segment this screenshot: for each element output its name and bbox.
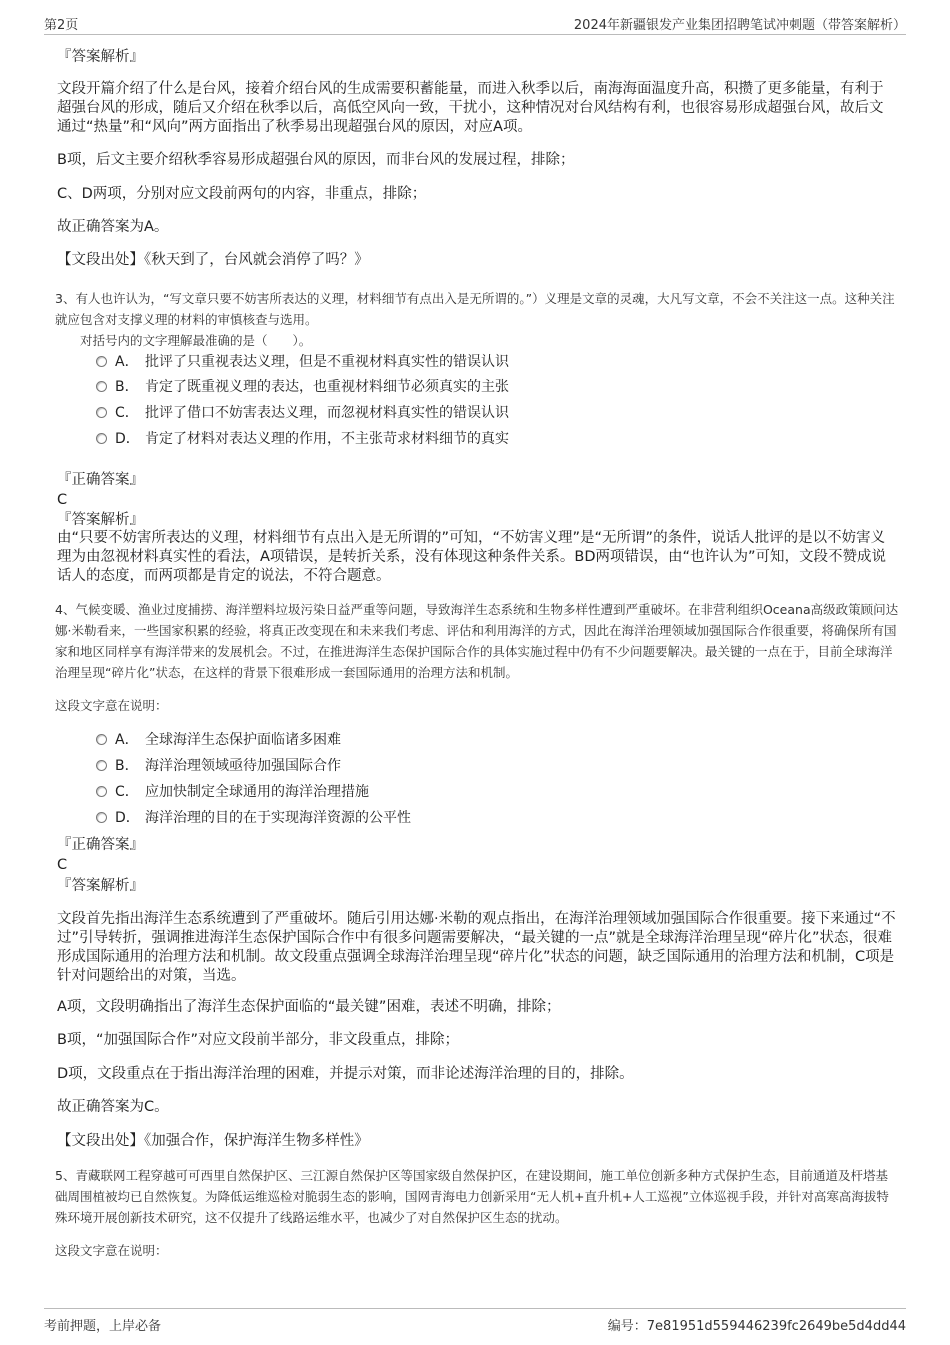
q4-analysis-p2: A项，文段明确指出了海洋生态保护面临的“最关键”困难，表述不明确，排除； xyxy=(57,999,561,1015)
document-title: 2024年新疆银发产业集团招聘笔试冲刺题（带答案解析） xyxy=(573,18,906,33)
q4-analysis-label: 『答案解析』 xyxy=(57,878,144,894)
q4-source: 【文段出处】《加强合作，保护海洋生物多样性》 xyxy=(57,1133,369,1149)
q4-answer: C xyxy=(57,857,68,873)
q4-prompt: 这段文字意在说明： xyxy=(55,698,168,713)
radio-icon[interactable] xyxy=(96,381,107,392)
footer-slogan: 考前押题，上岸必备 xyxy=(44,1319,162,1334)
radio-icon[interactable] xyxy=(96,356,107,367)
page-footer xyxy=(44,1308,906,1333)
radio-icon[interactable] xyxy=(96,812,107,823)
q3-option-c[interactable]: C． 批评了借口不妨害表达义理，而忽视材料真实性的错误认识 xyxy=(96,403,509,423)
q3-answer: C xyxy=(57,492,68,508)
q2-source: 【文段出处】《秋天到了，台风就会消停了吗？》 xyxy=(57,252,369,268)
radio-icon[interactable] xyxy=(96,734,107,745)
q2-analysis-p2: B项，后文主要介绍秋季容易形成超强台风的原因，而非台风的发展过程，排除； xyxy=(57,152,575,168)
q4-analysis-p5: 故正确答案为C。 xyxy=(57,1099,169,1115)
q3-analysis-label: 『答案解析』 xyxy=(57,512,144,528)
q4-analysis-p4: D项，文段重点在于指出海洋治理的困难，并提示对策，而非论述海洋治理的目的，排除。 xyxy=(57,1066,634,1082)
q4-answer-label: 『正确答案』 xyxy=(57,837,144,853)
q4-option-a[interactable]: A． 全球海洋生态保护面临诸多困难 xyxy=(96,730,341,750)
q3-analysis: 由“只要不妨害所表达的义理，材料细节有点出入是无所谓的”可知，“不妨害义理”是“无所谓”的条件，说话人批评的是以不妨害义理为由忽视材料真实性的看法，A项错误，是转折关系，没有体现这种条件关系。BD两项错误，由“也许认为”可知，文段不赞成说话人的态度，而两项都是肯定的说法，不符合题意。 xyxy=(57,530,887,584)
q4-stem: 4、气候变暖、渔业过度捕捞、海洋塑料垃圾污染日益严重等问题，导致海洋生态系统和生物多样性遭到严重破坏。在非营利组织Oceana高级政策顾问达娜·米勒看来，一些国家积累的经验，将真正改变现在和未来我们考虑、评估和利用海洋的方式，因此在海洋治理领域加强国际合作很重要，将确保所有国家和地区同样享有海洋带来的发展机会。不过，在推进海洋生态保护国际合作的具体实施过程中仍有不少问题要解决。最关键的一点在于，目前全球海洋治理呈现“碎片化”状态，在这样的背景下很难形成一套国际通用的治理方法和机制。 xyxy=(55,602,899,680)
q3-answer-label: 『正确答案』 xyxy=(57,472,144,488)
q2-analysis-p3: C、D两项，分别对应文段前两句的内容，非重点，排除； xyxy=(57,186,427,202)
q5-stem: 5、青藏联网工程穿越可可西里自然保护区、三江源自然保护区等国家级自然保护区，在建设期间，施工单位创新多种方式保护生态，目前通道及杆塔基础周围植被均已自然恢复。为降低运维巡检对脆弱生态的影响，国网青海电力创新采用“无人机+直升机+人工巡视”立体巡视手段，并针对高寒高海拔特殊环境开展创新技术研究，这不仅提升了线路运维水平，也减少了对自然保护区生态的扰动。 xyxy=(55,1168,889,1225)
q3-option-a[interactable]: A． 批评了只重视表达义理，但是不重视材料真实性的错误认识 xyxy=(96,352,509,372)
q2-analysis-p1: 文段开篇介绍了什么是台风，接着介绍台风的生成需要积蓄能量，而进入秋季以后，南海海面温度升高，积攒了更多能量，有利于超强台风的形成，随后又介绍在秋季以后，高低空风向一致，干扰小，这种情况对台风结构有利，也很容易形成超强台风，故后文通过“热量”和“风向”两方面指出了秋季易出现超强台风的原因，对应A项。 xyxy=(57,81,884,135)
q2-analysis-label: 『答案解析』 xyxy=(57,49,144,65)
radio-icon[interactable] xyxy=(96,433,107,444)
page-number: 第2页 xyxy=(44,18,79,33)
page-header xyxy=(44,12,906,35)
q5-prompt: 这段文字意在说明： xyxy=(55,1243,168,1258)
q4-option-d[interactable]: D． 海洋治理的目的在于实现海洋资源的公平性 xyxy=(96,808,411,828)
q4-analysis-p1: 文段首先指出海洋生态系统遭到了严重破坏。随后引用达娜·米勒的观点指出，在海洋治理领域加强国际合作很重要。接下来通过“不过”引导转折，强调推进海洋生态保护国际合作中有很多问题需要解决，“最关键的一点”就是全球海洋治理呈现“碎片化”状态，很难形成国际通用的治理方法和机制。故文段重点强调全球海洋治理呈现“碎片化”状态的问题，缺乏国际通用的治理方法和机制，C项是针对问题给出的对策，当选。 xyxy=(57,911,896,984)
q4-analysis-p3: B项，“加强国际合作”对应文段前半部分，非文段重点，排除； xyxy=(57,1032,459,1048)
q2-analysis-p4: 故正确答案为A。 xyxy=(57,219,169,235)
radio-icon[interactable] xyxy=(96,407,107,418)
q4-option-b[interactable]: B． 海洋治理领域亟待加强国际合作 xyxy=(96,756,341,776)
document-code: 编号：7e81951d559446239fc2649be5d4dd44 xyxy=(607,1319,906,1334)
q3-stem: 3、有人也许认为，“写文章只要不妨害所表达的义理，材料细节有点出入是无所谓的。”）义理是文章的灵魂，大凡写文章，不会不关注这一点。这种关注就应包含对支撑义理的材料的审慎核查与选用。 xyxy=(55,291,895,327)
radio-icon[interactable] xyxy=(96,786,107,797)
radio-icon[interactable] xyxy=(96,760,107,771)
q3-prompt: 对括号内的文字理解最准确的是（ ）。 xyxy=(80,333,312,348)
q4-option-c[interactable]: C． 应加快制定全球通用的海洋治理措施 xyxy=(96,782,369,802)
q3-option-d[interactable]: D． 肯定了材料对表达义理的作用，不主张苛求材料细节的真实 xyxy=(96,429,509,449)
q3-option-b[interactable]: B． 肯定了既重视义理的表达，也重视材料细节必须真实的主张 xyxy=(96,377,509,397)
